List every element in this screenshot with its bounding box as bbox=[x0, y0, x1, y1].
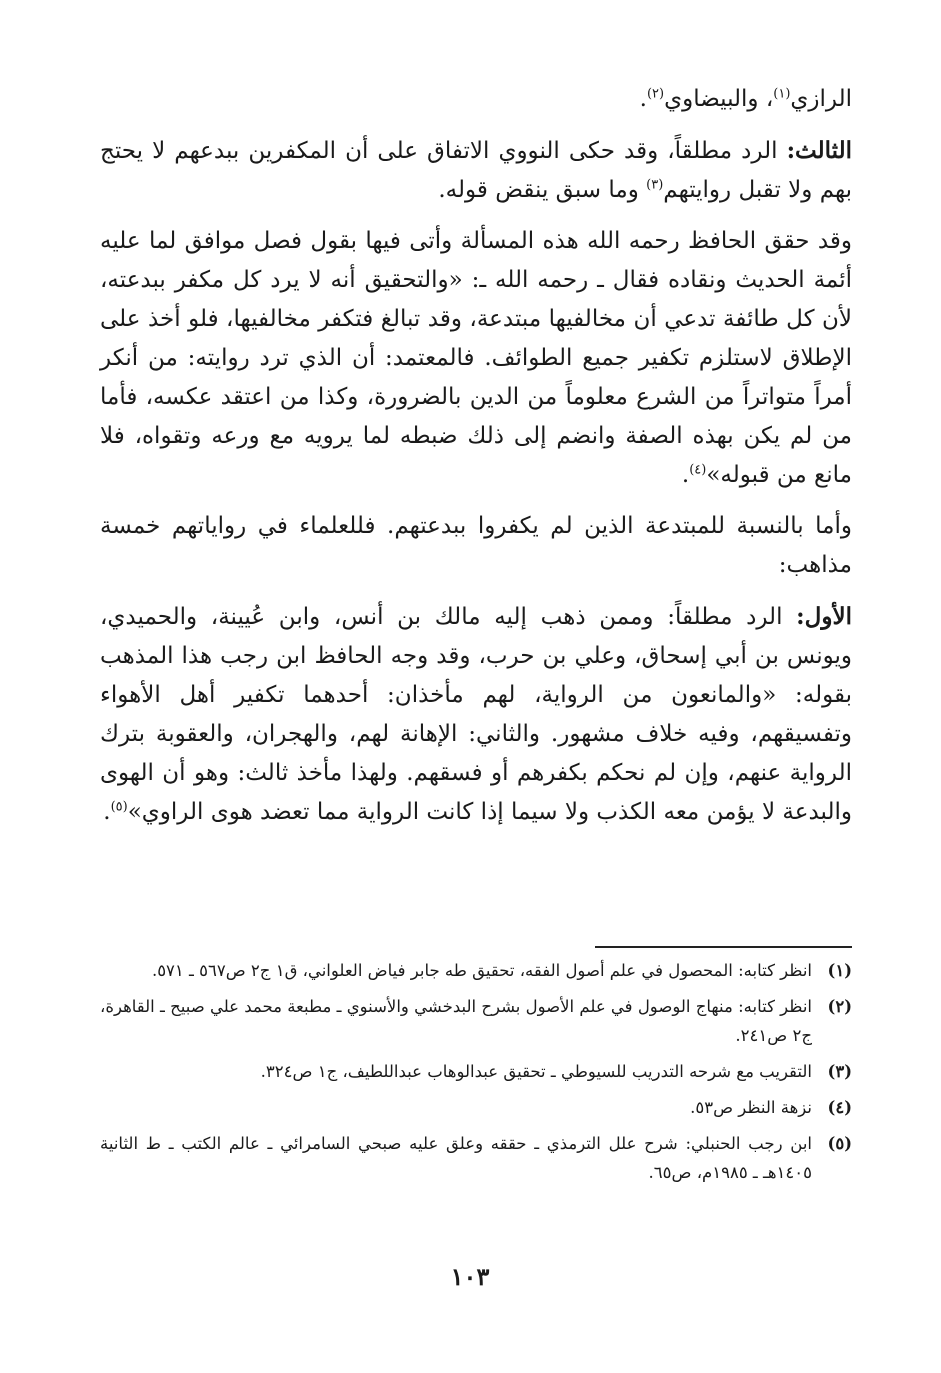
page-number: ١٠٣ bbox=[450, 1262, 490, 1291]
main-text bbox=[100, 80, 852, 844]
paragraph-text: الرد مطلقاً: وممن ذهب إليه مالك بن أنس، وابن عُيينة، والحميدي، ويونس بن أبي إسحاق، وعلي بن حرب، وقد وجه الحافظ ابن رجب هذا المذهب بقوله: «والمانعون من الرواية، لهم مأخذان: أحدهما تكفير أهل الأهواء وتفسيقهم، وفيه خلاف مشهور. والثاني: الإهانة لهم، والهجران، والعقوبة بترك الرواية عنهم، وإن لم نحكم بكفرهم أو فسقهم. ولهذا مأخذ ثالث: وهو أن الهوى والبدعة لا يؤمن معه الكذب ولا سيما إذا كانت الرواية مما تعضد هوى الراوي» bbox=[100, 604, 852, 825]
footnote-item bbox=[100, 1057, 852, 1086]
paragraph-5 bbox=[100, 597, 852, 832]
paragraph-2 bbox=[100, 131, 852, 210]
paragraph-text: . bbox=[639, 86, 647, 112]
footnote-divider bbox=[595, 946, 852, 948]
paragraph-text: وأما بالنسبة للمبتدعة الذين لم يكفروا ببدعتهم. فللعلماء في رواياتهم خمسة مذاهب: bbox=[100, 513, 852, 578]
footnote-ref[interactable]: (٤) bbox=[689, 462, 707, 478]
footnote-item bbox=[100, 992, 852, 1050]
footnotes bbox=[100, 956, 852, 1194]
paragraph-text: ، والبيضاوي bbox=[664, 86, 774, 112]
footnote-ref[interactable]: (٢) bbox=[646, 86, 665, 102]
paragraph-1 bbox=[100, 80, 852, 119]
paragraph-text: وقد حقق الحافظ رحمه الله هذه المسألة وأتى فيها بقول فصل موافق لما عليه أئمة الحديث ونقاده فقال ـ رحمه الله ـ: «والتحقيق أنه لا يرد كل مكفر ببدعته، لأن كل طائفة تدعي أن مخالفيها مبتدعة، وقد تبالغ فتكفر مخالفيها، فلو أخذ على الإطلاق لاستلزم تكفير جميع الطوائف. فالمعتمد: أن الذي ترد روايته: من أنكر أمراً متواتراً من الشرع معلوماً من الدين بالضرورة، وكذا من اعتقد عكسه، فأما من لم يكن بهذه الصفة وانضم إلى ذلك ضبطه لما يرويه مع ورعه وتقواه، فلا مانع من قبوله» bbox=[100, 228, 852, 488]
paragraph-text: الرد مطلقاً، وقد حكى النووي الاتفاق على أن المكفرين ببدعهم لا يحتج بهم ولا تقبل روايتهم bbox=[100, 138, 852, 203]
paragraph-text: وما سبق ينقض قوله. bbox=[438, 177, 647, 203]
footnote-ref[interactable]: (٥) bbox=[110, 799, 128, 815]
paragraph-4 bbox=[100, 507, 852, 585]
paragraph-text: . bbox=[681, 462, 690, 488]
footnote-item bbox=[100, 956, 852, 985]
paragraph-text: الرازي bbox=[790, 86, 852, 112]
paragraph-text: . bbox=[103, 799, 111, 825]
footnote-number: (١) bbox=[827, 961, 852, 980]
footnote-number: (٢) bbox=[827, 997, 852, 1016]
footnote-item bbox=[100, 1093, 852, 1122]
footnote-number: (٥) bbox=[827, 1134, 852, 1153]
paragraph-3 bbox=[100, 222, 852, 495]
footnote-text: نزهة النظر ص٥٣. bbox=[690, 1098, 812, 1117]
footnote-text: انظر كتابه: منهاج الوصول في علم الأصول بشرح البدخشي والأسنوي ـ مطبعة محمد علي صبيح ـ القاهرة، ج٢ ص٢٤١. bbox=[100, 997, 812, 1045]
footnote-number: (٤) bbox=[827, 1098, 852, 1117]
section-lead-first: الأول: bbox=[796, 603, 852, 630]
footnote-ref[interactable]: (٣) bbox=[646, 177, 664, 193]
footnote-text: التقريب مع شرحه التدريب للسيوطي ـ تحقيق عبدالوهاب عبداللطيف، ج١ ص٣٢٤. bbox=[260, 1062, 812, 1081]
footnote-text: انظر كتابه: المحصول في علم أصول الفقه، تحقيق طه جابر فياض العلواني، ق١ ج٢ ص٥٦٧ ـ ٥٧١. bbox=[151, 961, 812, 980]
section-lead-third: الثالث: bbox=[786, 137, 852, 164]
footnote-text: ابن رجب الحنبلي: شرح علل الترمذي ـ حققه وعلق عليه صبحي السامرائي ـ عالم الكتب ـ ط الثانية ١٤٠٥هـ ـ ١٩٨٥م، ص٦٥. bbox=[100, 1134, 812, 1182]
footnote-ref[interactable]: (١) bbox=[773, 86, 791, 102]
footnote-number: (٣) bbox=[827, 1062, 852, 1081]
footnote-item bbox=[100, 1129, 852, 1187]
